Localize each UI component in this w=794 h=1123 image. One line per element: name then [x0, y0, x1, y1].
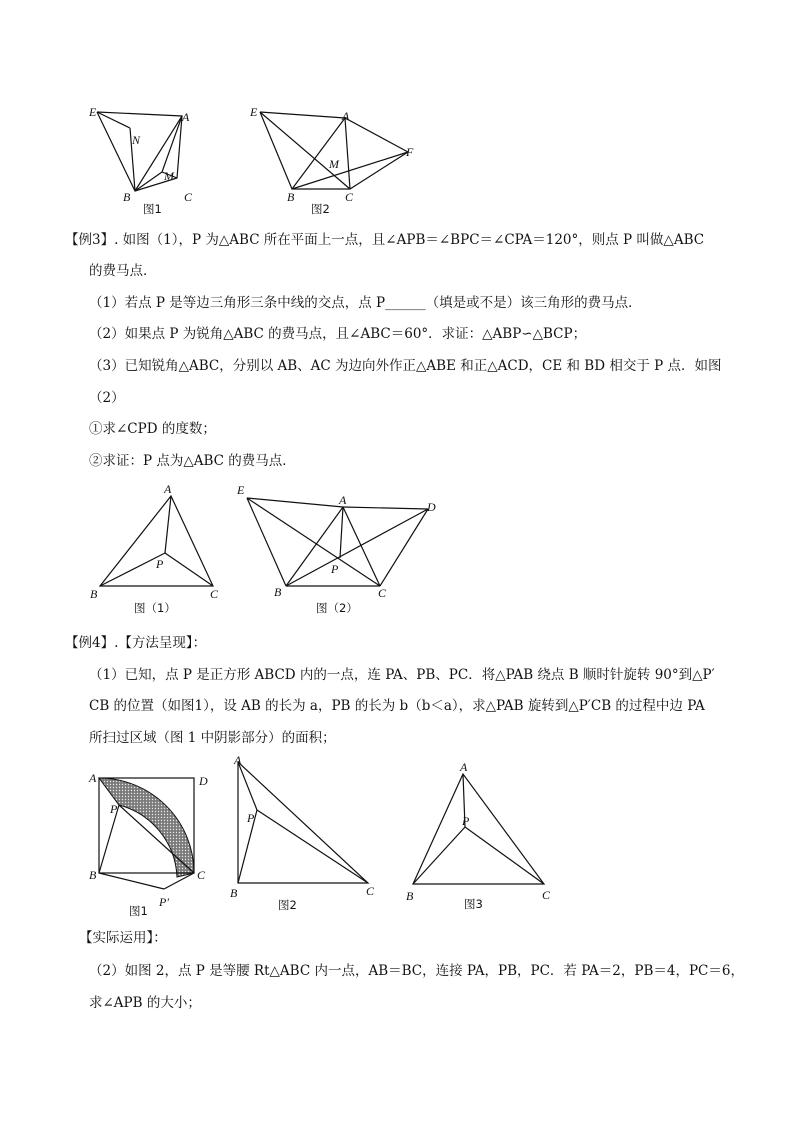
ex3-figure-2: [234, 478, 444, 618]
label-C: C: [184, 190, 193, 204]
label-B: B: [123, 190, 131, 204]
label-D: D: [427, 500, 436, 514]
label-P-prime: P′: [159, 895, 169, 909]
label-P: P: [247, 811, 255, 825]
ex3-line-1: 【例3】. 如图（1），P 为△ABC 所在平面上一点，且∠APB＝∠BPC＝∠CPA＝120°，则点 P 叫做△ABC: [65, 232, 705, 248]
ex4-figure-2: [228, 752, 388, 917]
ex3-question-3b: （2）: [89, 390, 125, 406]
ex4-figure-1: [85, 765, 225, 925]
ex3-question-1: （1）若点 P 是等边三角形三条中线的交点，点 P______（填是或不是）该三角形的费马点．: [89, 295, 642, 311]
label-P: P: [331, 562, 339, 576]
ex4-part2-line-b: 求∠APB 的大小；: [89, 995, 201, 1011]
label-C: C: [542, 888, 551, 902]
figure-caption: 图1: [143, 202, 162, 215]
ex4-practice-title: 【实际运用】：: [79, 930, 167, 946]
ex4-part1-line-a: （1）已知，点 P 是正方形 ABCD 内的一点，连 PA、PB、PC．将△PAB 绕点 B 顺时针旋转 90°到△P′: [89, 667, 715, 683]
ex3-question-3c2: ②求证：P 点为△ABC 的费马点．: [89, 453, 296, 469]
label-P: P: [462, 814, 470, 828]
figure-caption: 图1: [129, 904, 148, 918]
figure-caption: 图（2）: [316, 601, 358, 615]
label-E: E: [250, 105, 258, 119]
top-figure-2: [245, 100, 425, 215]
ex3-question-3a: （3）已知锐角△ABC，分别以 AB、AC 为边向外作正△ABE 和正△ACD，CE 和 BD 相交于 P 点．如图: [89, 358, 722, 374]
label-B: B: [406, 889, 414, 903]
label-C: C: [378, 586, 387, 600]
ex4-figure-3: [403, 756, 563, 916]
ex3-question-3c1: ①求∠CPD 的度数；: [89, 421, 216, 437]
label-E: E: [89, 105, 97, 119]
label-A: A: [460, 760, 468, 774]
label-M: M: [329, 157, 339, 171]
label-N: N: [132, 133, 141, 147]
ex3-question-2: （2）如果点 P 为锐角△ABC 的费马点，且∠ABC＝60°．求证：△ABP∽△BCP；: [89, 326, 587, 342]
ex4-part2-line-a: （2）如图 2，点 P 是等腰 Rt△ABC 内一点，AB＝BC，连接 PA，PB，PC．若 PA＝2，PB＝4，PC＝6，: [89, 963, 744, 979]
label-B: B: [274, 585, 282, 599]
label-C: C: [197, 868, 206, 882]
label-C: C: [210, 587, 219, 601]
ex4-part1-line-c: 所扫过区域（图 1 中阴影部分）的面积；: [89, 730, 336, 746]
label-B: B: [90, 587, 98, 601]
label-B: B: [89, 868, 97, 882]
label-M: M: [164, 169, 174, 183]
figure-caption: 图2: [311, 202, 330, 215]
label-P: P: [110, 802, 118, 816]
figure-caption: 图（1）: [134, 601, 176, 615]
figure-caption: 图3: [464, 897, 483, 911]
label-A: A: [164, 482, 172, 496]
ex4-part1-line-b: CB 的位置（如图1），设 AB 的长为 a，PB 的长为 b（b＜a），求△PAB 旋转到△P′CB 的过程中边 PA: [89, 698, 705, 714]
label-F: F: [406, 145, 414, 159]
top-figure-1: [85, 100, 205, 215]
label-A: A: [342, 109, 350, 123]
figure-caption: 图2: [278, 898, 297, 912]
ex4-title: 【例4】.【方法呈现】：: [65, 635, 207, 651]
ex3-line-2: 的费马点．: [89, 263, 157, 279]
label-E: E: [237, 483, 245, 497]
ex3-figure-1: [88, 478, 228, 618]
label-A: A: [182, 110, 190, 124]
label-A: A: [339, 493, 347, 507]
label-B: B: [287, 190, 295, 204]
label-D: D: [199, 774, 208, 788]
label-B: B: [230, 886, 238, 900]
label-C: C: [345, 190, 354, 204]
label-A: A: [234, 753, 242, 767]
label-P: P: [156, 557, 164, 571]
label-A: A: [89, 771, 97, 785]
label-C: C: [366, 884, 375, 898]
